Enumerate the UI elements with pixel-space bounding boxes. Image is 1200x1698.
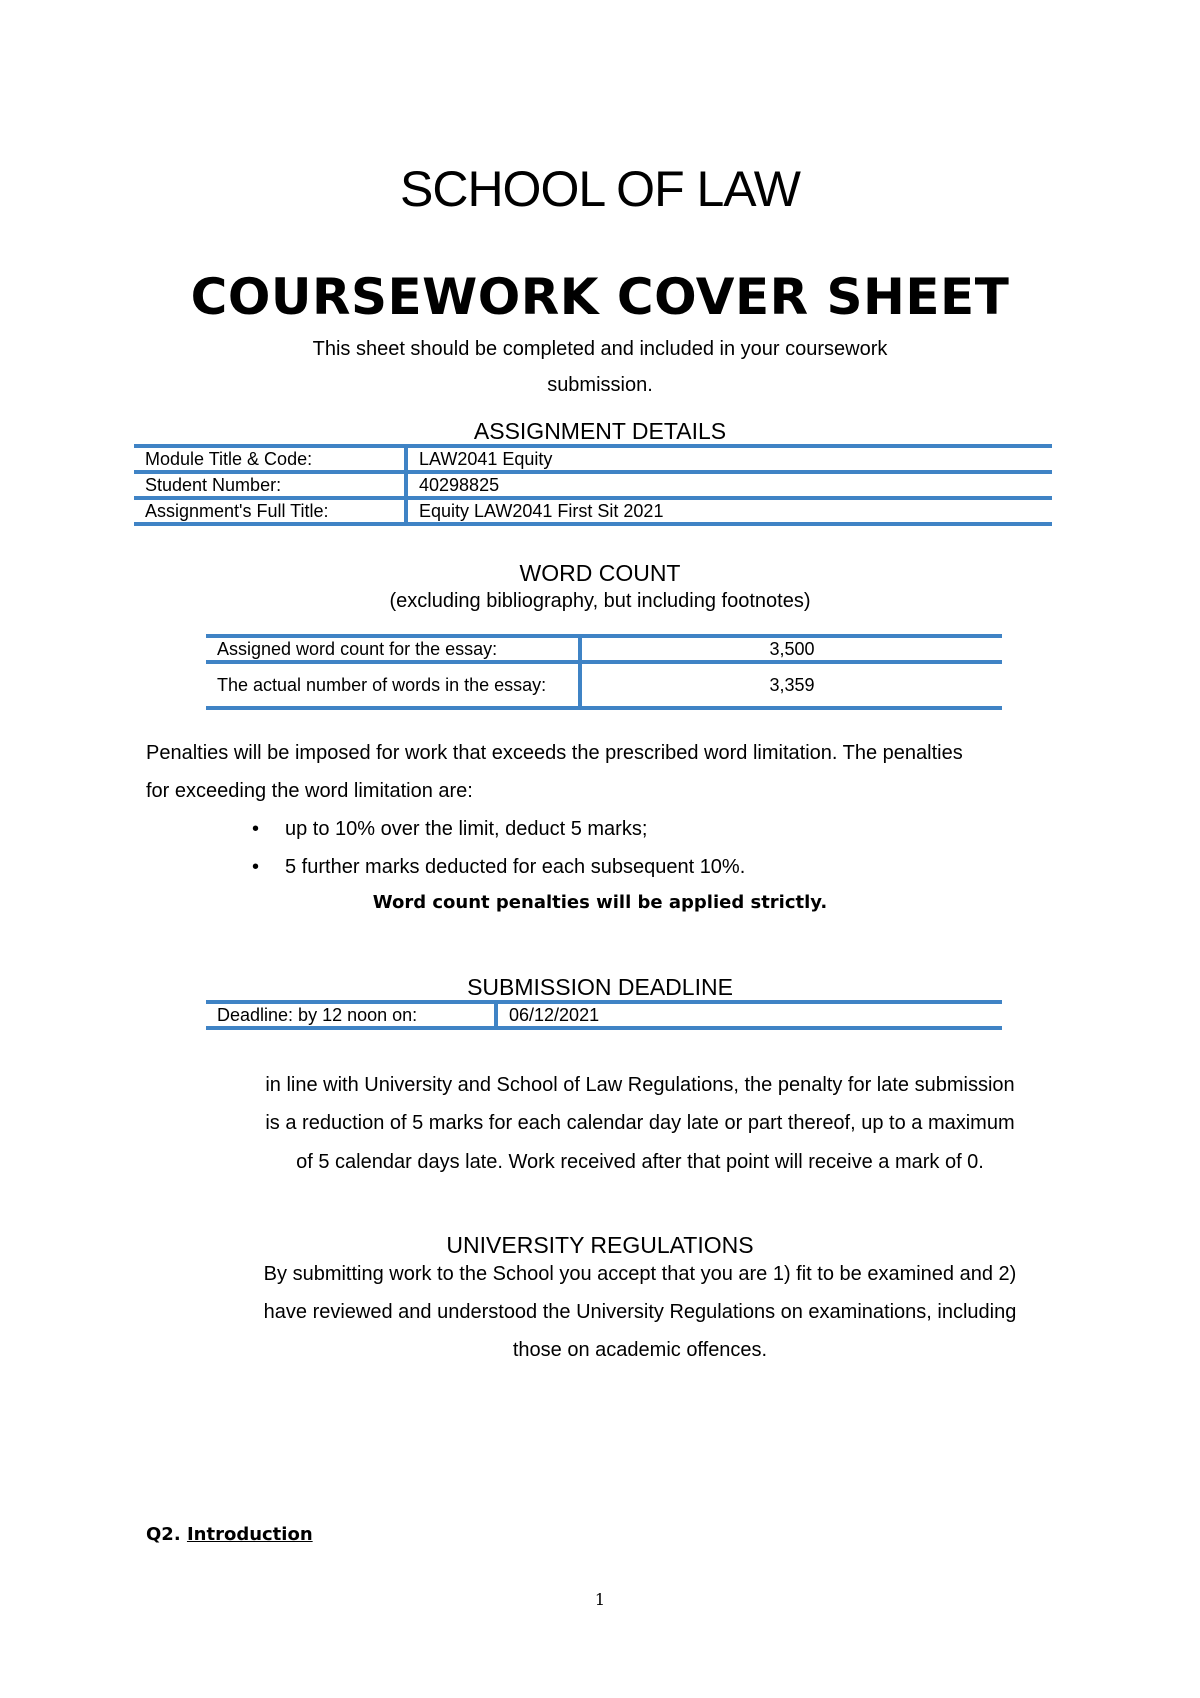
table-row	[206, 662, 1002, 708]
list-item	[140, 848, 1040, 886]
actual-word-count-value: 3,359	[580, 662, 1002, 708]
question-number: Q2.	[146, 1524, 181, 1545]
late-penalty-text-line-1: in line with University and School of Law Regulations, the penalty for late submission	[265, 1074, 1015, 1096]
deadline-label: Deadline: by 12 noon on:	[206, 1002, 496, 1028]
word-count-subheading: (excluding bibliography, but including footnotes)	[389, 590, 811, 612]
assignment-title-label: Assignment's Full Title:	[134, 498, 406, 524]
assigned-word-count-label: Assigned word count for the essay:	[206, 636, 580, 662]
table-row	[206, 1002, 1002, 1028]
intro-text-line-2: submission.	[547, 374, 653, 396]
assignment-title-value: Equity LAW2041 First Sit 2021	[406, 498, 1052, 524]
actual-word-count-label: The actual number of words in the essay:	[206, 662, 580, 708]
cover-sheet-title: COURSEWORK COVER SHEET	[190, 268, 1010, 326]
penalty-list	[140, 810, 1040, 886]
page-number: 1	[594, 1590, 606, 1609]
strict-penalty-note: Word count penalties will be applied strictly.	[372, 892, 828, 913]
question-title: Introduction	[186, 1524, 313, 1545]
penalty-item-text: 5 further marks deducted for each subsequent 10%.	[285, 856, 746, 878]
table-row	[134, 498, 1052, 524]
list-item	[140, 810, 1040, 848]
bullet-icon: •	[252, 818, 260, 840]
regulations-text-line-3: those on academic offences.	[512, 1339, 768, 1361]
word-count-heading: WORD COUNT	[519, 560, 681, 586]
question-heading	[146, 1524, 313, 1545]
intro-text-line-1: This sheet should be completed and included in your coursework	[312, 338, 888, 360]
penalties-text-line-2: for exceeding the word limitation are:	[146, 780, 473, 802]
submission-deadline-heading: SUBMISSION DEADLINE	[467, 974, 733, 1000]
penalties-text-line-1: Penalties will be imposed for work that exceeds the prescribed word limitation. The penalties	[146, 742, 963, 764]
school-title: SCHOOL OF LAW	[399, 161, 800, 217]
late-penalty-text-line-2: is a reduction of 5 marks for each calendar day late or part thereof, up to a maximum	[265, 1112, 1015, 1134]
regulations-text-line-2: have reviewed and understood the University Regulations on examinations, including	[263, 1301, 1017, 1323]
student-number-label: Student Number:	[134, 472, 406, 498]
module-title-label: Module Title & Code:	[134, 446, 406, 472]
table-row	[206, 636, 1002, 662]
assignment-details-table	[134, 444, 1052, 526]
assigned-word-count-value: 3,500	[580, 636, 1002, 662]
penalty-item-text: up to 10% over the limit, deduct 5 marks;	[285, 818, 648, 840]
bullet-icon: •	[252, 856, 260, 878]
university-regulations-heading: UNIVERSITY REGULATIONS	[446, 1232, 754, 1258]
table-row	[134, 446, 1052, 472]
table-row	[134, 472, 1052, 498]
assignment-details-heading: ASSIGNMENT DETAILS	[473, 418, 727, 444]
regulations-text-line-1: By submitting work to the School you accept that you are 1) fit to be examined and 2)	[263, 1263, 1017, 1285]
module-title-value: LAW2041 Equity	[406, 446, 1052, 472]
deadline-value: 06/12/2021	[496, 1002, 1002, 1028]
deadline-table	[206, 1000, 1002, 1030]
student-number-value: 40298825	[406, 472, 1052, 498]
word-count-table	[206, 634, 1002, 710]
late-penalty-text-line-3: of 5 calendar days late. Work received after that point will receive a mark of 0.	[296, 1151, 984, 1173]
